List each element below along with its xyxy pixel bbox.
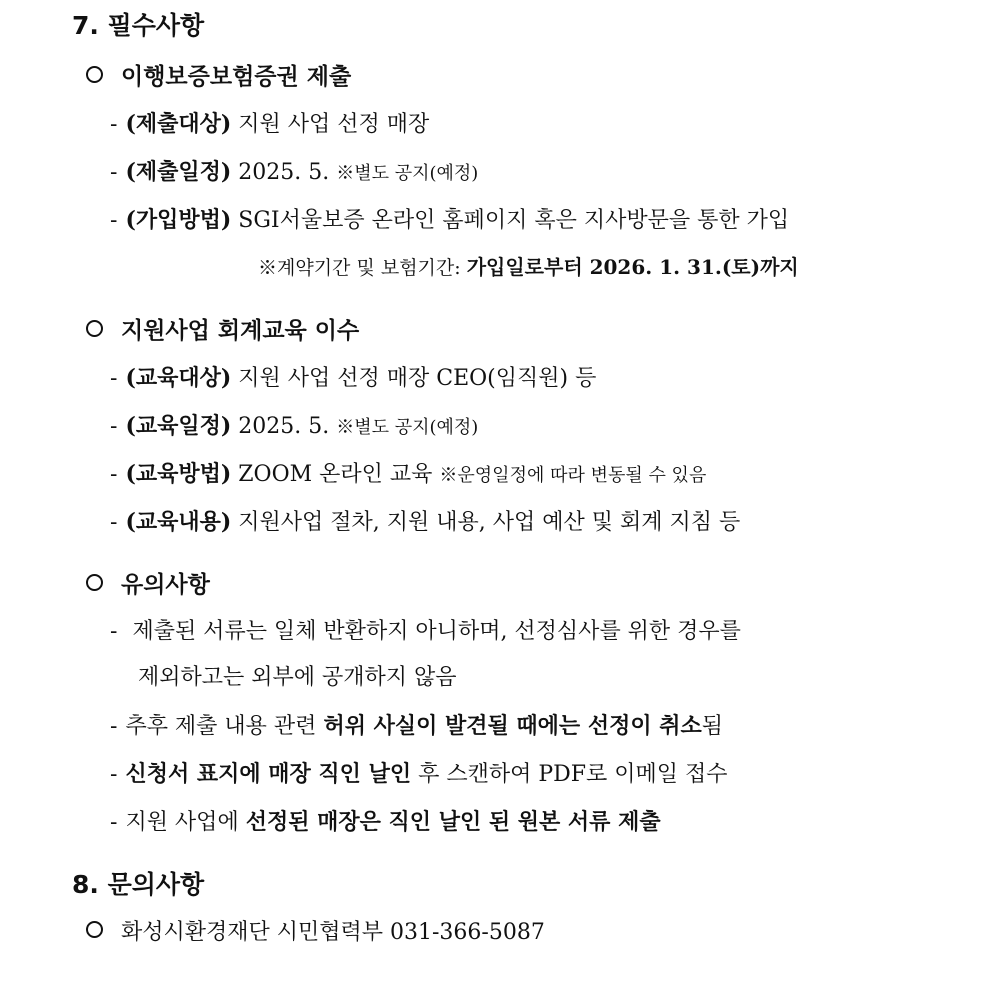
- contact-line: 화성시환경재단 시민협력부 031-366-5087: [86, 921, 545, 944]
- insurance-subsection-title: 이행보증보험증권 제출: [86, 65, 351, 88]
- circle-bullet-icon: [86, 320, 103, 337]
- notice-subsection-title: 유의사항: [86, 573, 210, 596]
- education-item-target: - (교육대상) 지원 사업 선정 매장 CEO(임직원) 등: [110, 365, 597, 391]
- circle-bullet-icon: [86, 66, 103, 83]
- section-7-heading: 7. 필수사항: [72, 11, 205, 40]
- insurance-term-note: ※계약기간 및 보험기간: 가입일로부터 2026. 1. 31.(토)까지: [258, 255, 799, 279]
- notice-item-1-line-2: 제외하고는 외부에 공개하지 않음: [138, 665, 457, 690]
- education-item-method: - (교육방법) ZOOM 온라인 교육 ※운영일정에 따라 변동될 수 있음: [110, 461, 707, 487]
- education-item-schedule: - (교육일정) 2025. 5. ※별도 공지(예정): [110, 413, 479, 439]
- notice-item-3: - 신청서 표지에 매장 직인 날인 후 스캔하여 PDF로 이메일 접수: [110, 761, 728, 787]
- education-subsection-title: 지원사업 회계교육 이수: [86, 319, 359, 342]
- circle-bullet-icon: [86, 921, 103, 938]
- notice-item-1-line-1: - 제출된 서류는 일체 반환하지 아니하며, 선정심사를 위한 경우를: [110, 619, 741, 644]
- insurance-item-target: - (제출대상) 지원 사업 선정 매장: [110, 111, 430, 137]
- insurance-item-method: - (가입방법) SGI서울보증 온라인 홈페이지 혹은 지사방문을 통한 가입: [110, 207, 790, 233]
- notice-item-4: - 지원 사업에 선정된 매장은 직인 날인 된 원본 서류 제출: [110, 809, 661, 835]
- notice-item-2: - 추후 제출 내용 관련 허위 사실이 발견될 때에는 선정이 취소됨: [110, 713, 724, 739]
- circle-bullet-icon: [86, 574, 103, 591]
- insurance-item-schedule: - (제출일정) 2025. 5. ※별도 공지(예정): [110, 159, 479, 185]
- section-8-heading: 8. 문의사항: [72, 870, 205, 899]
- education-item-content: - (교육내용) 지원사업 절차, 지원 내용, 사업 예산 및 회계 지침 등: [110, 509, 741, 535]
